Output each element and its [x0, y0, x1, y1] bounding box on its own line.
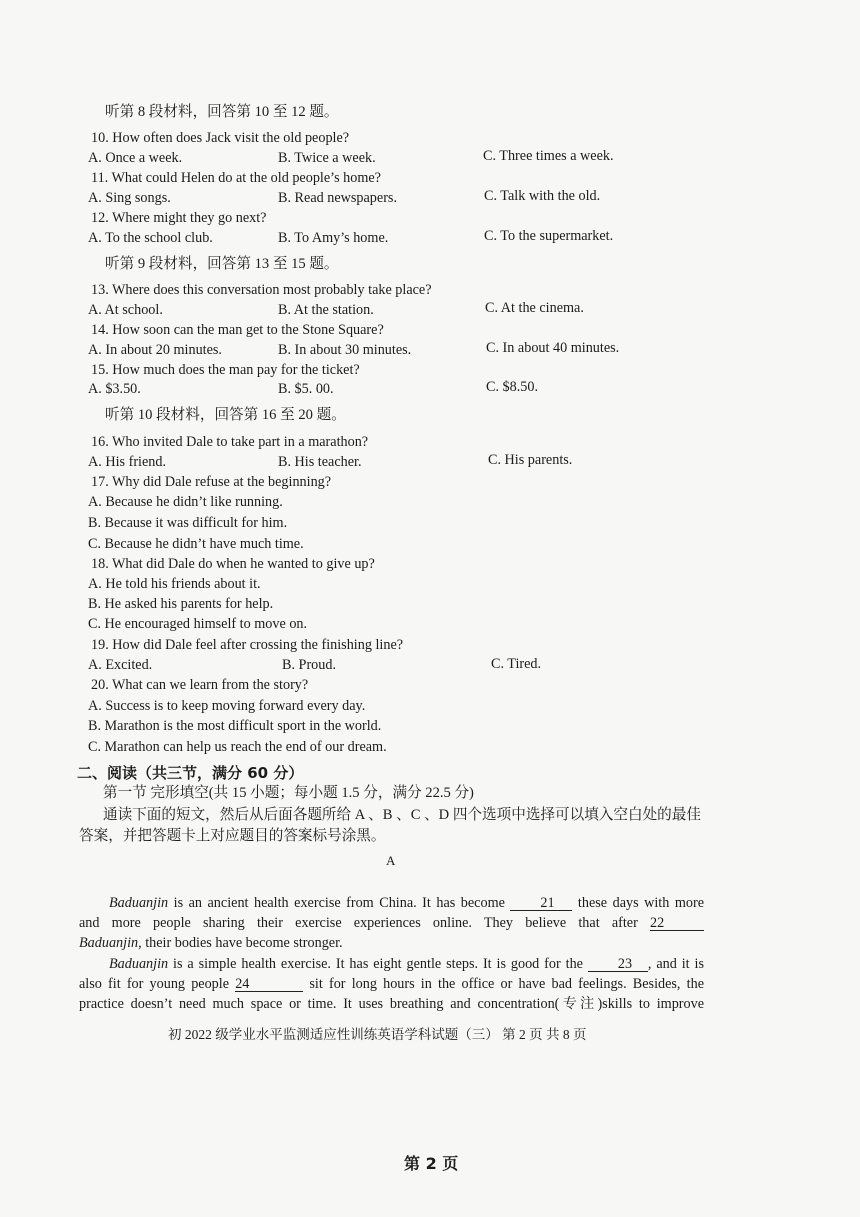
q10-option-b: B. Twice a week. — [278, 150, 376, 166]
passage-label: A — [386, 853, 396, 868]
passage-line-4: Baduanjin is a simple health exercise. It has eight gentle steps. It is good for the 23 , and it is — [109, 956, 704, 972]
term-baduanjin: Baduanjin — [79, 935, 139, 951]
q18-option-a: A. He told his friends about it. — [88, 576, 261, 592]
q14-option-a: A. In about 20 minutes. — [88, 342, 222, 358]
q16-option-b: B. His teacher. — [278, 454, 362, 470]
page-footer: 初 2022 级学业水平监测适应性训练英语学科试题（三） 第 2 页 共 8 页 — [168, 1027, 587, 1042]
question-14: 14. How soon can the man get to the Stone Square? — [91, 322, 384, 338]
blank-21: 21 — [510, 896, 572, 911]
question-20: 20. What can we learn from the story? — [91, 677, 309, 693]
passage-line-3: Baduanjin, their bodies have become stronger. — [79, 935, 343, 951]
cloze-section-heading: 第一节 完形填空(共 15 小题；每小题 1.5 分，满分 22.5 分) — [103, 785, 474, 801]
instructions-line-1: 通读下面的短文，然后从后面各题所给 A 、B 、C 、D 四个选项中选择可以填入空白处的最佳 — [103, 807, 701, 823]
q11-option-b: B. Read newspapers. — [278, 190, 397, 206]
q15-option-b: B. $5. 00. — [278, 381, 334, 397]
q11-option-c: C. Talk with the old. — [484, 188, 601, 204]
question-16: 16. Who invited Dale to take part in a marathon? — [91, 434, 369, 450]
q19-option-b: B. Proud. — [282, 657, 336, 673]
q18-option-b: B. He asked his parents for help. — [88, 596, 274, 612]
instructions-line-2: 答案，并把答题卡上对应题目的答案标号涂黑。 — [79, 828, 386, 844]
question-18: 18. What did Dale do when he wanted to give up? — [91, 556, 375, 572]
q12-option-a: A. To the school club. — [88, 230, 213, 246]
question-12: 12. Where might they go next? — [91, 210, 267, 226]
q12-option-c: C. To the supermarket. — [484, 228, 614, 244]
passage-line-6: practice doesn’t need much space or time. It uses breathing and concentration(专注)skills to improve — [79, 996, 704, 1012]
term-baduanjin: Baduanjin — [109, 956, 169, 972]
reading-heading: 二、阅读（共三节，满分 60 分） — [77, 764, 304, 782]
q15-option-c: C. $8.50. — [486, 379, 539, 395]
q13-option-b: B. At the station. — [278, 302, 374, 318]
question-13: 13. Where does this conversation most probably take place? — [91, 282, 432, 298]
q20-option-c: C. Marathon can help us reach the end of our dream. — [88, 739, 387, 755]
q19-option-c: C. Tired. — [491, 656, 542, 672]
q17-option-c: C. Because he didn’t have much time. — [88, 536, 304, 552]
q14-option-c: C. In about 40 minutes. — [486, 340, 620, 356]
question-11: 11. What could Helen do at the old people’s home? — [91, 170, 381, 186]
q15-option-a: A. $3.50. — [88, 381, 141, 397]
question-10: 10. How often does Jack visit the old people? — [91, 130, 350, 146]
q12-option-b: B. To Amy’s home. — [278, 230, 389, 246]
q18-option-c: C. He encouraged himself to move on. — [88, 616, 308, 632]
q14-option-b: B. In about 30 minutes. — [278, 342, 412, 358]
q17-option-b: B. Because it was difficult for him. — [88, 515, 288, 531]
q13-option-c: C. At the cinema. — [485, 300, 584, 316]
q19-option-a: A. Excited. — [88, 657, 153, 673]
passage-line-2: and more people sharing their exercise experiences online. They believe that after 22 — [79, 913, 704, 934]
page-number-label: 第 2 页 — [404, 1154, 459, 1173]
q20-option-b: B. Marathon is the most difficult sport in the world. — [88, 718, 382, 734]
term-baduanjin: Baduanjin — [109, 895, 169, 911]
q16-option-a: A. His friend. — [88, 454, 167, 470]
q16-option-c: C. His parents. — [488, 452, 573, 468]
section-heading-9: 听第 9 段材料，回答第 13 至 15 题。 — [105, 256, 339, 272]
q11-option-a: A. Sing songs. — [88, 190, 171, 206]
section-heading-8: 听第 8 段材料，回答第 10 至 12 题。 — [105, 104, 339, 120]
blank-24: 24 — [235, 977, 303, 992]
q10-option-a: A. Once a week. — [88, 150, 183, 166]
q13-option-a: A. At school. — [88, 302, 163, 318]
q20-option-a: A. Success is to keep moving forward every day. — [88, 698, 366, 714]
blank-22: 22 — [650, 916, 704, 931]
question-15: 15. How much does the man pay for the ticket? — [91, 362, 360, 378]
passage-line-5: also fit for young people 24 sit for long hours in the office or have bad feelings. Besides, the — [79, 976, 704, 992]
blank-23: 23 — [588, 957, 648, 972]
passage-line-1: Baduanjin is an ancient health exercise from China. It has become 21 these days with more — [109, 895, 704, 911]
q17-option-a: A. Because he didn’t like running. — [88, 494, 283, 510]
question-19: 19. How did Dale feel after crossing the finishing line? — [91, 637, 404, 653]
question-17: 17. Why did Dale refuse at the beginning? — [91, 474, 332, 490]
section-heading-10: 听第 10 段材料，回答第 16 至 20 题。 — [105, 407, 346, 423]
q10-option-c: C. Three times a week. — [483, 148, 614, 164]
